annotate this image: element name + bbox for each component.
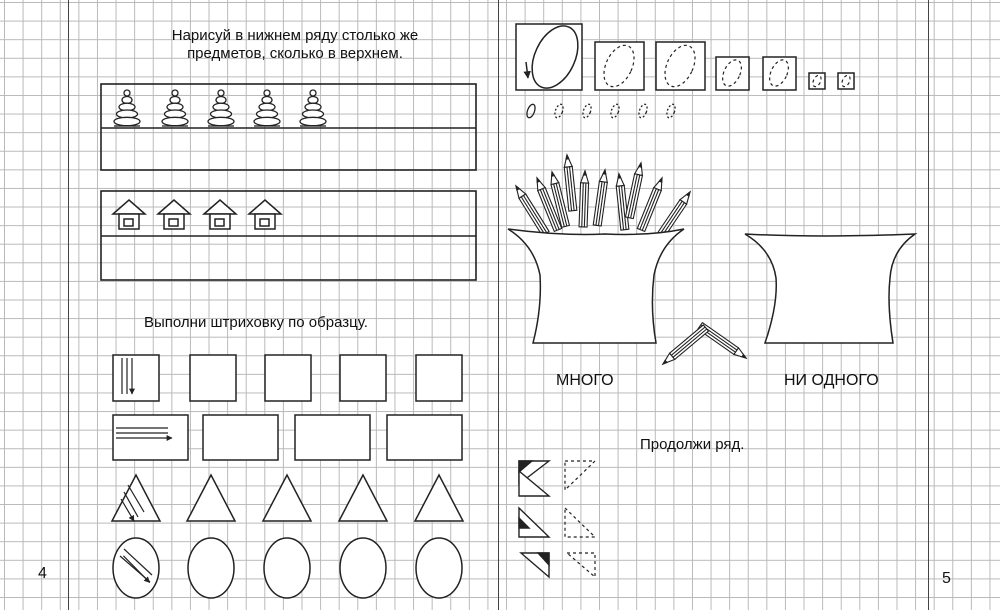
hatching-triangle bbox=[339, 475, 387, 521]
house-row-box bbox=[101, 191, 476, 280]
hatching-triangle bbox=[187, 475, 235, 521]
hatching-rectangle bbox=[203, 415, 278, 460]
hatching-rectangle bbox=[295, 415, 370, 460]
pyramid-toy-icon bbox=[254, 90, 280, 126]
hatching-square bbox=[265, 355, 311, 401]
pyramid-row-box bbox=[101, 84, 476, 170]
oval-sample-square bbox=[516, 24, 582, 90]
house-icon bbox=[249, 200, 281, 229]
label-many: МНОГО bbox=[556, 372, 614, 389]
oval-square bbox=[656, 42, 705, 90]
hatching-square bbox=[190, 355, 236, 401]
label-none: НИ ОДНОГО bbox=[784, 372, 879, 389]
small-ovals-row bbox=[525, 103, 676, 119]
pyramid-toy-icon bbox=[162, 90, 188, 126]
pyramid-toy-icon bbox=[300, 90, 326, 126]
oval-square bbox=[763, 57, 796, 90]
hatching-square bbox=[416, 355, 462, 401]
cup-full bbox=[508, 229, 684, 343]
house-icon bbox=[113, 200, 145, 229]
sequence-dashed-shapes bbox=[565, 461, 595, 577]
task2-instruction: Выполни штриховку по образцу. bbox=[144, 314, 368, 331]
house-icon bbox=[204, 200, 236, 229]
oval-square bbox=[595, 42, 644, 90]
hatching-rectangle bbox=[387, 415, 462, 460]
task1-line1: Нарисуй в нижнем ряду столько же bbox=[171, 27, 419, 44]
oval-square bbox=[716, 57, 749, 90]
pencil-bunch-icon bbox=[513, 155, 694, 241]
page-number-right: 5 bbox=[942, 570, 951, 587]
hatching-square bbox=[340, 355, 386, 401]
task1-line2: предметов, сколько в верхнем. bbox=[187, 45, 403, 62]
sample-square-hatched bbox=[113, 355, 159, 401]
house-icon bbox=[158, 200, 190, 229]
hatching-oval bbox=[264, 538, 310, 598]
task3-instruction: Продолжи ряд. bbox=[640, 436, 745, 453]
hatching-oval bbox=[340, 538, 386, 598]
hatching-triangle bbox=[263, 475, 311, 521]
hatching-triangle bbox=[415, 475, 463, 521]
hatching-oval bbox=[188, 538, 234, 598]
pyramid-toy-icon bbox=[208, 90, 234, 126]
hatching-oval bbox=[416, 538, 462, 598]
page-number-left: 4 bbox=[38, 565, 47, 582]
cup-empty bbox=[745, 234, 915, 343]
loose-pencils-icon bbox=[660, 323, 748, 367]
pyramid-toy-icon bbox=[114, 90, 140, 126]
